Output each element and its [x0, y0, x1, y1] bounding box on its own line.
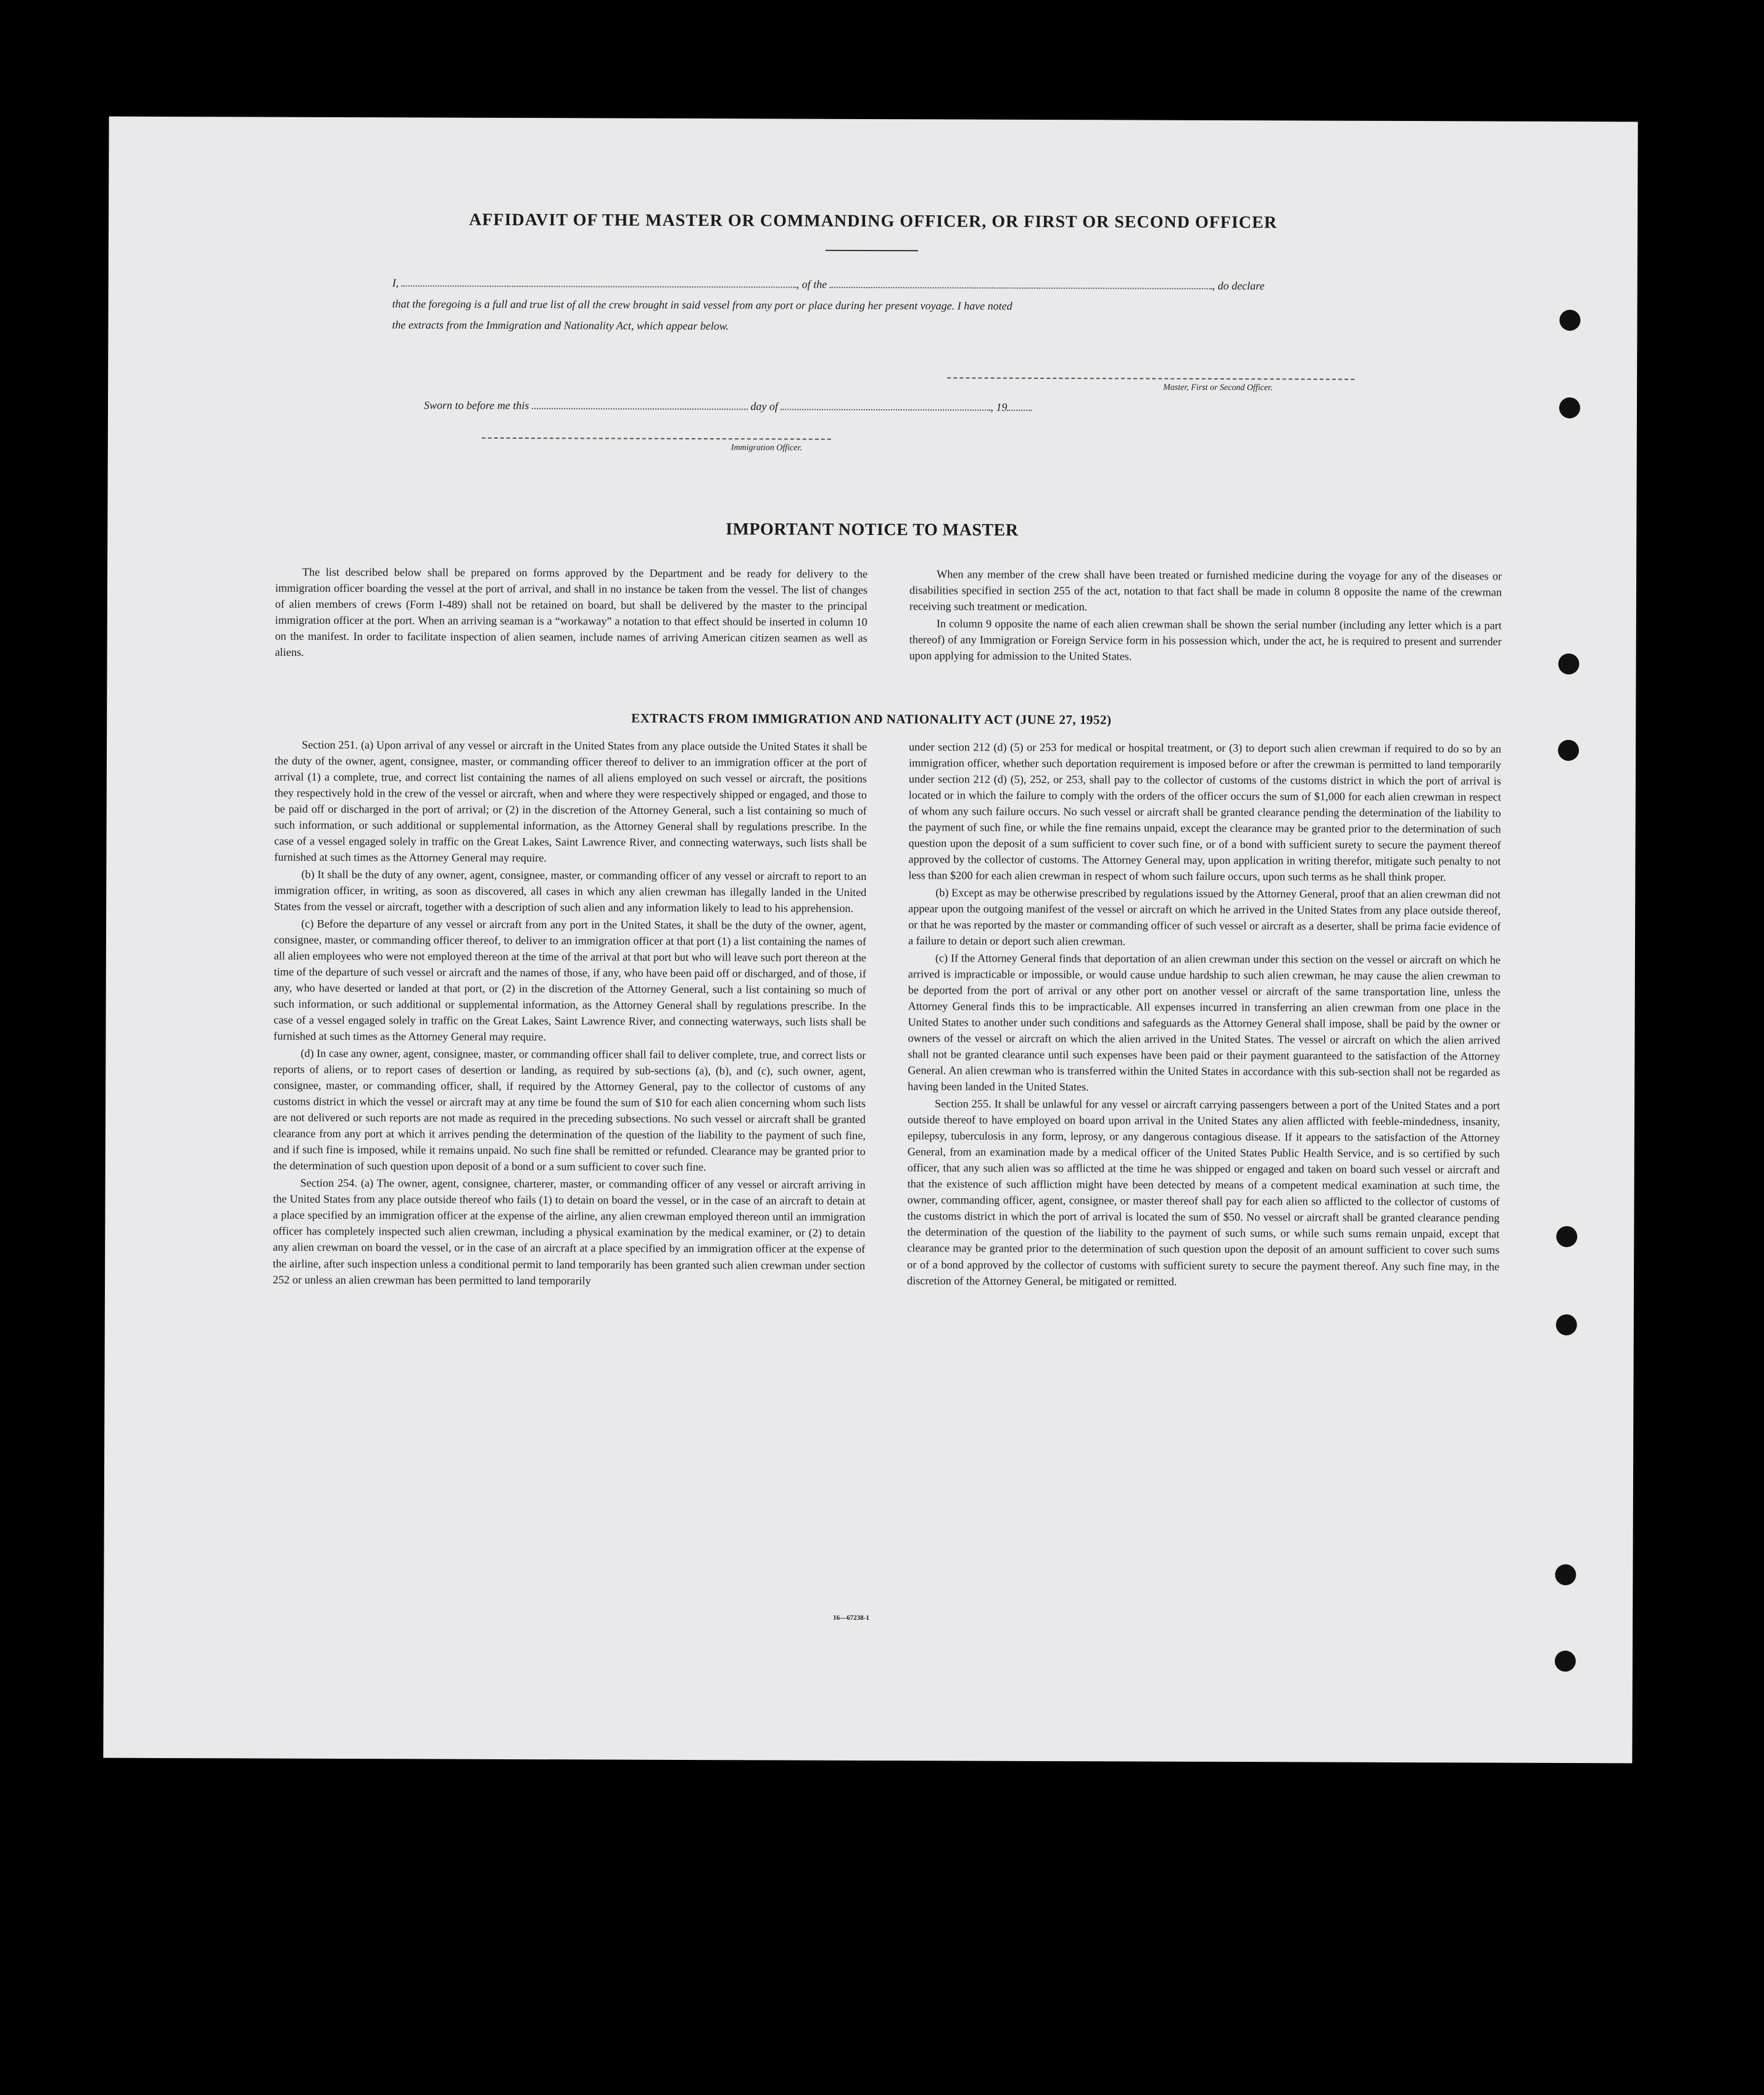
do-declare-label: , do declare [1212, 279, 1265, 292]
sworn-line [424, 399, 1032, 413]
notice-paragraph: In column 9 opposite the name of each alien crewman shall be shown the serial number (including any letter which is a part thereof) of any Immigration or Foreign Service form in his possession which, under the act, he is required to present and surrender upon applying for admission to the United States. [909, 617, 1502, 663]
sworn-day-blank[interactable] [532, 408, 748, 410]
vessel-blank[interactable] [830, 287, 1212, 289]
extracts-title: EXTRACTS FROM IMMIGRATION AND NATIONALITY ACT (JUNE 27, 1952) [631, 710, 1112, 728]
extract-paragraph: (c) If the Attorney General finds that deportation of an alien crewman under this section on the vessel or aircraft on which he arrived is impracticable or impossible, or would cause undue hardship to such alien crewman, he may cause the alien crewman to be deported from the port of arrival or any other port on another vessel or aircraft of the same transportation line, unless the Attorney General finds this to be impracticable. All expenses incurred in transferring an alien crewman from one place in the United States to another under such conditions and safeguards as the Attorney General shall impose, shall be paid by the owner or owners of the vessel or aircraft on which the alien arrived in the United States. The vessel or aircraft on which the alien arrived shall not be granted clearance until such expenses have been paid or their payment guaranteed to the satisfaction of the Attorney General. An alien crewman who is transferred within the United States in accordance with this sub-section shall not be regarded as having been landed in the United States. [908, 952, 1501, 1093]
extract-paragraph: under section 212 (d) (5) or 253 for medical or hospital treatment, or (3) to deport such alien crewman if required to do so by an immigration officer, whether such deportation requirement is imposed before or after the crewman is permitted to land temporarily under section 212 (d) (5), 252, or 253, shall pay to the collector of customs of the customs district in which the port of arrival is located or in which the failure to comply with the orders of the officer occurs the sum of $1,000 for each alien crewman in respect of whom any such failure occurs. No such vessel or aircraft shall be granted clearance pending the determination of the liability to the payment of such fine, or while the fine remains unpaid, except the clearance may be granted prior to the determination of such question upon the deposit of a sum sufficient to cover such fine, or of a bond with sufficient surety to secure the payment thereof approved by the collector of customs. The Attorney General may, upon application in writing therefor, mitigate such penalty to not less than $200 for each alien crewman in respect of whom such failure occurs, upon such terms as he shall think proper. [908, 741, 1502, 884]
notice-left-column [275, 564, 868, 663]
punch-hole [1559, 310, 1580, 331]
punch-hole [1559, 653, 1580, 674]
year-blank[interactable] [1007, 410, 1032, 411]
name-blank[interactable] [402, 285, 797, 288]
extracts-left-column [273, 737, 867, 1291]
declaration-line-1 [392, 276, 1349, 292]
extract-paragraph: (d) In case any owner, agent, consignee, master, or commanding officer shall fail to deliver complete, true, and correct lists or reports of aliens, or to report cases of desertion or landing, as required by sub-sections (a), (b), and (c), such owner, agent, consignee, master, or commanding officer, shall, if required by the Attorney General, pay to the collector of customs of any customs district in which the vessel or aircraft may at any time be found the sum of $10 for each alien concerning whom such lists are not delivered or such reports are not made as required in the preceding subsections. No such vessel or aircraft shall be granted clearance from any port at which it arrives pending the determination of the question of the liability to the payment of such fine, and if such fine is imposed, while it remains unpaid. No such fine shall be remitted or refunded. Clearance may be granted prior to the determination of such question upon deposit of a bond or a sum sufficient to cover such fine. [273, 1047, 866, 1174]
punch-hole [1559, 397, 1580, 418]
notice-title: IMPORTANT NOTICE TO MASTER [726, 520, 1019, 540]
declaration-line-2: that the foregoing is a full and true list of all the crew brought in said vessel from any port or place during her present voyage. I have noted [392, 297, 1012, 312]
extract-paragraph: Section 254. (a) The owner, agent, consignee, charterer, master, or commanding officer of any vessel or aircraft arriving in the United States from any place outside thereof who fails (1) to detain on board the vessel, or in the case of an aircraft to detain at a place specified by an immigration officer at the expense of the airline, any alien crewman employed thereon until an immigration officer has completely inspected such alien crewman, including a physical examination by the medical examiner, or (2) to detain any alien crewman on board the vessel, or in the case of an aircraft at a place specified by an immigration officer at the expense of the airline, after such inspection unless a conditional permit to land temporarily has been granted such alien crewman under section 252 or unless an alien crewman has been permitted to land temporarily [273, 1177, 866, 1287]
extracts-right-column [907, 739, 1501, 1292]
punch-hole [1556, 1314, 1577, 1335]
master-signature-line[interactable] [947, 377, 1354, 380]
punch-hole [1555, 1651, 1576, 1672]
affidavit-title: AFFIDAVIT OF THE MASTER OR COMMANDING OFFICER, OR FIRST OR SECOND OFFICER [469, 210, 1278, 233]
notice-paragraph: When any member of the crew shall have been treated or furnished medicine during the voyage for any of the diseases or disabilities specified in section 255 of the act, notation to that fact shall be made in column 8 opposite the name of the crewman receiving such treatment or medication. [909, 568, 1502, 613]
extract-paragraph: (b) Except as may be otherwise prescribed by regulations issued by the Attorney General, proof that an alien crewman did not appear upon the outgoing manifest of the vessel or aircraft on which he arrived in the United States from any place outside thereof, or that he was reported by the master or commanding officer of such vessel or aircraft as a deserter, shall be prima facie evidence of a failure to detain or deport such alien crewman. [908, 886, 1501, 948]
declaration-line-3: the extracts from the Immigration and Nationality Act, which appear below. [392, 318, 729, 333]
of-the-label: , of the [796, 278, 827, 291]
notice-right-column [909, 566, 1502, 666]
sworn-label: Sworn to before me this [423, 399, 529, 412]
officer-signature-line[interactable] [482, 438, 831, 440]
master-caption: Master, First or Second Officer. [1163, 383, 1273, 393]
extract-paragraph: (c) Before the departure of any vessel or aircraft from any port in the United States, it shall be the duty of the owner, agent, consignee, master, or commanding officer thereof, to deliver to an immigration officer at that port (1) a list containing the names of all alien employees who were not employed thereon at the time of the arrival at that port but who will leave such port thereon at the time of the departure of such vessel or aircraft and the names of those, if any, who have been paid off or discharged, and of those, if any, who have deserted or landed at that port, or (2) in the discretion of the Attorney General, such a list containing so much of such information, or such additional or supplemental information, as the Attorney General shall by regulations prescribe. In the case of a vessel engaged solely in traffic on the Great Lakes, Saint Lawrence River, and connecting waterways, such lists shall be furnished at such times as the Attorney General may require. [273, 917, 867, 1043]
extract-paragraph: Section 255. It shall be unlawful for any vessel or aircraft carrying passengers between a port of the United States and a port outside thereof to have employed on board upon arrival in the United States any alien afflicted with feeble-mindedness, insanity, epilepsy, tuberculosis in any form, leprosy, or any dangerous contagious disease. If it appears to the satisfaction of the Attorney General, from an examination made by a medical officer of the United States Public Health Service, and is so certified by such officer, that any such alien was so afflicted at the time he was shipped or engaged and taken on board such vessel or aircraft and that the existence of such affliction might have been detected by means of a competent medical examination at such time, the owner, commanding officer, agent, consignee, or master thereof shall pay for each alien so afflicted to the collector of customs of the customs district in which the port of arrival is located the sum of $50. No vessel or aircraft shall be granted clearance pending the determination of the question of the liability to the payment of such sums, or while such sums remain unpaid, except that clearance may be granted prior to the determination of such question upon the deposit of an amount sufficient to cover such sums or of a bond approved by the collector of customs with sufficient surety to secure the payment thereof. Any such fine may, in the discretion of the Attorney General, be mitigated or remitted. [907, 1097, 1501, 1288]
extract-paragraph: (b) It shall be the duty of any owner, agent, consignee, master, or commanding officer of any vessel or aircraft to report to an immigration officer, in writing, as soon as discovered, all cases in which any alien crewman has illegally landed in the United States from the vessel or aircraft, together with a description of such alien and any information likely to lead to his apprehension. [274, 868, 867, 915]
document-page [103, 117, 1638, 1764]
sworn-month-blank[interactable] [781, 409, 990, 410]
punch-hole [1556, 1226, 1577, 1247]
notice-paragraph: The list described below shall be prepared on forms approved by the Department and be ready for delivery to the immigration officer boarding the vessel at the port of arrival, and shall in no instance be taken from the vessel. The list of changes of alien members of crews (Form I-489) shall not be retained on board, but shall be delivered by the master to the principal immigration officer at the port. When an arriving seaman is a “workaway” a notation to that effect should be inserted in column 10 on the manifest. In order to facilitate inspection of alien seamen, include names of arriving American citizen seamen as well as aliens. [275, 565, 868, 658]
punch-hole [1558, 740, 1579, 761]
year-label: , 19 [990, 400, 1008, 413]
form-code: 16—67238-1 [833, 1614, 869, 1622]
day-of-label: day of [750, 400, 778, 413]
i-label: I, [392, 276, 399, 289]
title-divider [826, 250, 918, 252]
officer-caption: Immigration Officer. [731, 443, 802, 453]
punch-hole [1555, 1564, 1576, 1585]
extract-paragraph: Section 251. (a) Upon arrival of any vessel or aircraft in the United States from any place outside the United States it shall be the duty of the owner, agent, consignee, master, or commanding officer thereof to deliver to an immigration officer at the port of arrival (1) a complete, true, and correct list containing the names of all aliens employed on such vessel or aircraft, the positions they respectively hold in the crew of the vessel or aircraft, when and where they were respectively shipped or engaged, and those to be paid off or discharged in the port of arrival; or (2) in the discretion of the Attorney General, such a list containing so much of such information, or such additional or supplemental information, as the Attorney General shall by regulations prescribe. In the case of a vessel engaged solely in traffic on the Great Lakes, Saint Lawrence River, and connecting waterways, such lists shall be furnished at such times as the Attorney General may require. [274, 738, 868, 865]
